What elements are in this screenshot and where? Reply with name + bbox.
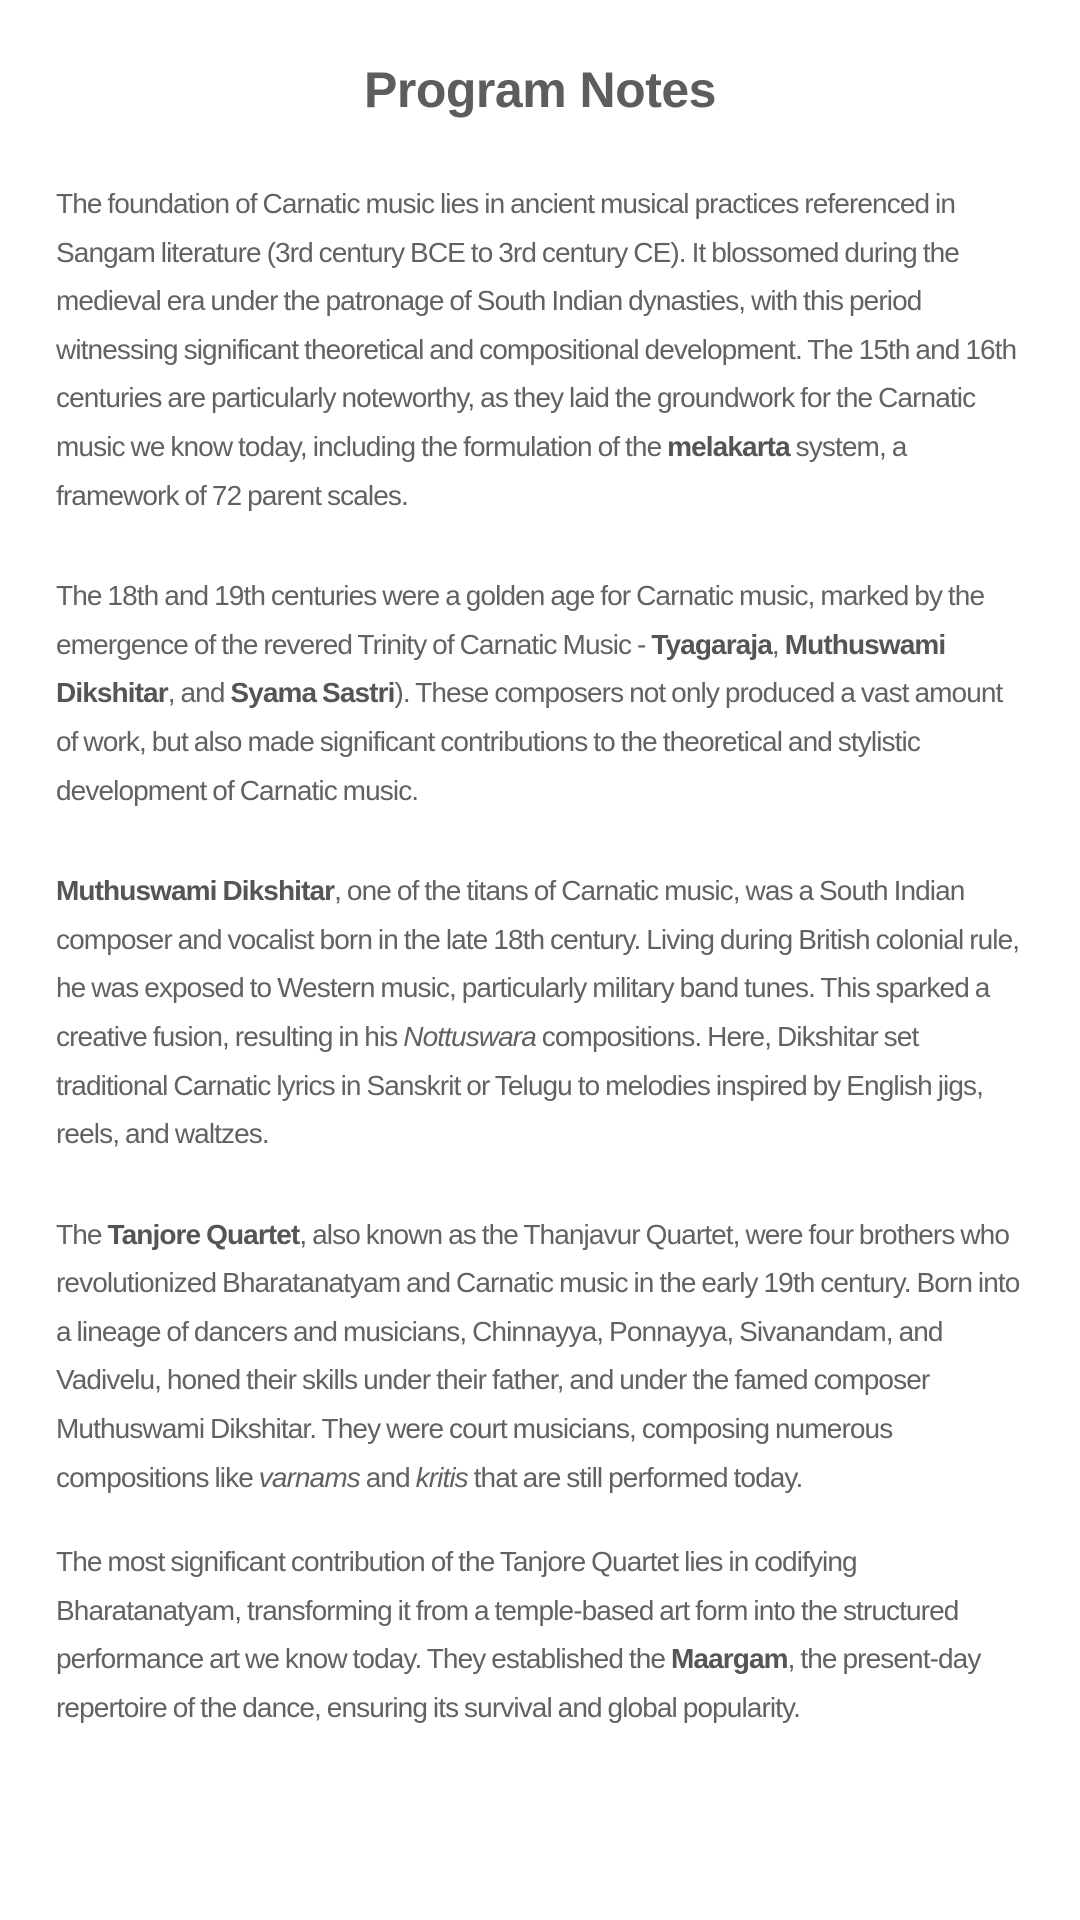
paragraph-1 (56, 180, 1024, 520)
text-run: and (359, 1461, 416, 1493)
bold-term: Maargam (670, 1643, 788, 1675)
page-title: Program Notes (364, 62, 716, 118)
text-run: compositions. Here, Dikshitar set traditional Carnatic lyrics in Sanskrit or Telugu to melodies inspired by English jigs, reels, and waltzes. (56, 1020, 983, 1150)
bold-term: Tanjore Quartet (107, 1218, 300, 1250)
bold-term: Syama Sastri (230, 677, 395, 709)
text-run: , and (167, 677, 231, 709)
text-run: The most significant contribution of the Tanjore Quartet lies in codifying Bharatanatyam, transforming it from a temple-based art form into the structured performance art we know today. They established the (56, 1546, 959, 1675)
text-run: , (771, 628, 785, 660)
italic-term: kritis (415, 1461, 468, 1493)
text-run: , the present-day repertoire of the dance, ensuring its survival and global popularity. (56, 1643, 981, 1724)
text-run: The 18th and 19th centuries were a golden age for Carnatic music, marked by the emergence of the revered Trinity of Carnatic Music - (56, 580, 985, 660)
text-run: , also known as the Thanjavur Quartet, were four brothers who revolutionized Bharatanatyam and Carnatic music in the early 19th century. Born into a lineage of dancers and musicians, Chinnayya, Ponnayya, Sivanandam, and Vadivelu, honed their skills under their father, and under the famed composer Muthuswami Dikshitar. They were court musicians, composing numerous compositions like (56, 1218, 1020, 1493)
bold-term: Muthuswami Dikshitar (56, 628, 946, 709)
bold-term: melakarta (667, 430, 790, 462)
italic-term: Nottuswara (403, 1020, 536, 1052)
text-run: system, a framework of 72 parent scales. (56, 430, 907, 511)
text-run: The (56, 1218, 108, 1250)
paragraph-4 (56, 1211, 1024, 1503)
italic-term: varnams (258, 1461, 360, 1493)
text-run: ). These composers not only produced a vast amount of work, but also made significant contributions to the theoretical and stylistic development of Carnatic music. (56, 677, 1003, 806)
text-run: The foundation of Carnatic music lies in ancient musical practices referenced in Sangam literature (3rd century BCE to 3rd century CE). It blossomed during the medieval era under the patronage of South Indian dynasties, with this period witnessing significant theoretical and compositional development. The 15th and 16th centuries are particularly noteworthy, as they laid the groundwork for the Carnatic music we know today, including the formulation of the (56, 188, 1017, 462)
bold-term: Tyagaraja (651, 628, 772, 660)
paragraph-2 (56, 572, 1024, 815)
bold-term: Muthuswami Dikshitar (56, 875, 335, 907)
text-run: that are still performed today. (467, 1461, 803, 1493)
text-run: , one of the titans of Carnatic music, was a South Indian composer and vocalist born in the late 18th century. Living during British colonial rule, he was exposed to Western music, particularly military band tunes. This sparked a creative fusion, resulting in his (56, 875, 1020, 1052)
body-text (56, 180, 1024, 1733)
paragraph-3 (56, 867, 1024, 1159)
paragraph-5 (56, 1538, 1024, 1732)
